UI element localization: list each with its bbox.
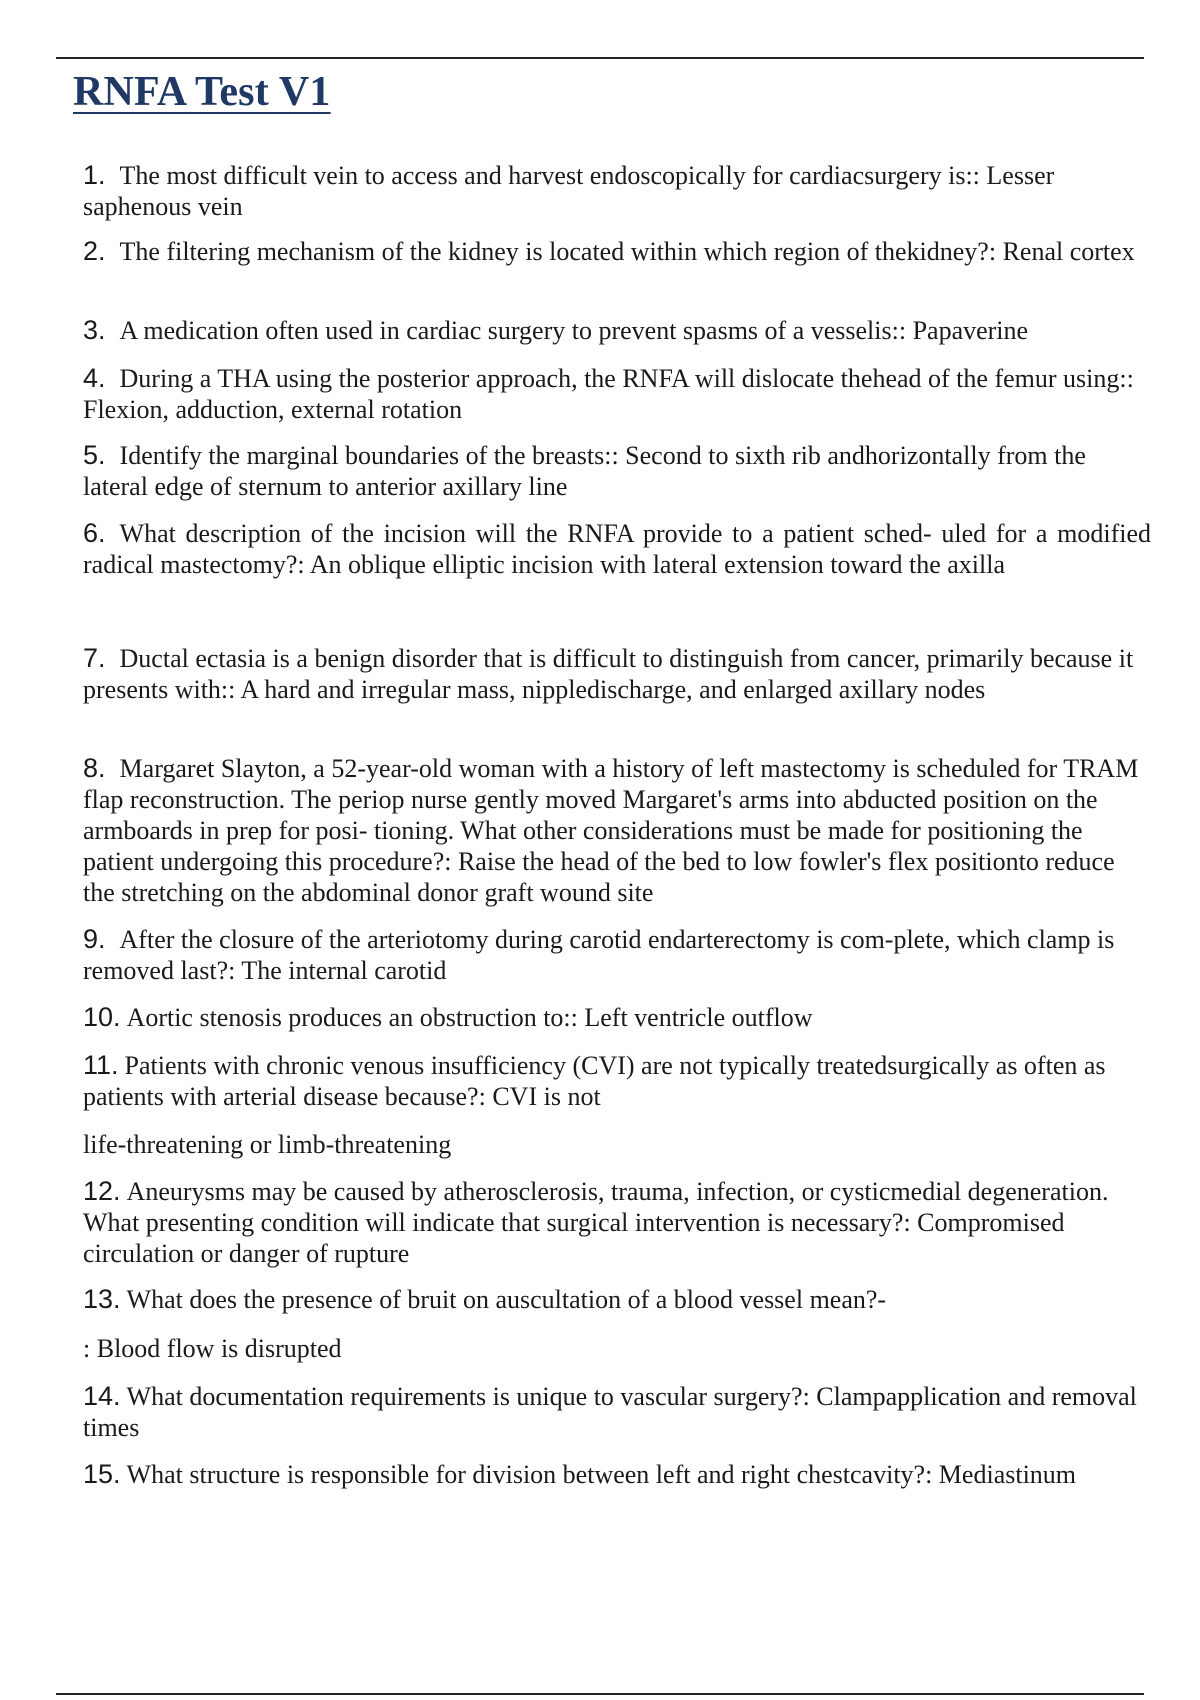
question-text: The most difficult vein to access and harvest endoscopically for cardiacsurgery is:: Lesser saphenous vein: [83, 161, 1055, 221]
question-text: : Blood flow is disrupted: [83, 1334, 342, 1363]
question-number: 11.: [83, 1050, 119, 1080]
question-text: Aneurysms may be caused by atherosclerosis, trauma, infection, or cysticmedial degeneration. What presenting condition will indicate that surgical intervention is necessary?: Compromised circulation or danger of rupture: [83, 1177, 1109, 1268]
question-number: 15.: [83, 1459, 121, 1489]
question-number: 7.: [83, 643, 106, 673]
question-11-continuation: [83, 1129, 1151, 1160]
page-title: RNFA Test V1: [73, 69, 331, 115]
question-1: [83, 160, 1151, 222]
question-text: Margaret Slayton, a 52-year-old woman with a history of left mastectomy is scheduled for TRAM flap reconstruction. The periop nurse gently moved Margaret's arms into abducted position on the armboards in prep for posi- tioning. What other considerations must be made for positioning the patient undergoing this procedure?: Raise the head of the bed to low fowler's flex positionto reduce the stretching on the abdominal donor graft wound site: [83, 754, 1139, 907]
question-13: [83, 1284, 1151, 1315]
question-text: Patients with chronic venous insufficiency (CVI) are not typically treatedsurgically as often as patients with arterial disease because?: CVI is not: [83, 1051, 1106, 1111]
question-7: [83, 643, 1151, 705]
question-text: Ductal ectasia is a benign disorder that is difficult to distinguish from cancer, primarily because it presents with:: A hard and irregular mass, nippledischarge, and enlarged axillary nodes: [83, 644, 1134, 704]
question-number: 9.: [83, 924, 106, 954]
question-number: 10.: [83, 1002, 121, 1032]
question-text: Aortic stenosis produces an obstruction to:: Left ventricle outflow: [126, 1003, 813, 1032]
question-5: [83, 440, 1151, 502]
question-3: [83, 315, 1151, 346]
question-number: 5.: [83, 440, 106, 470]
top-rule: [56, 57, 1144, 59]
question-text: life-threatening or limb-threatening: [83, 1130, 452, 1159]
question-6: [83, 518, 1151, 580]
question-text: The filtering mechanism of the kidney is located within which region of thekidney?: Renal cortex: [119, 237, 1135, 266]
question-text: During a THA using the posterior approach, the RNFA will dislocate thehead of the femur using:: Flexion, adduction, external rotation: [83, 364, 1134, 424]
question-text: Identify the marginal boundaries of the breasts:: Second to sixth rib andhorizontally from the lateral edge of sternum to anterior axillary line: [83, 441, 1086, 501]
question-text: What documentation requirements is unique to vascular surgery?: Clampapplication and removal times: [83, 1382, 1137, 1442]
question-text: A medication often used in cardiac surgery to prevent spasms of a vesselis:: Papaverine: [119, 316, 1029, 345]
question-15: [83, 1459, 1151, 1490]
question-number: 13.: [83, 1284, 121, 1314]
question-number: 6.: [83, 518, 106, 548]
question-8: [83, 753, 1151, 908]
question-4: [83, 363, 1151, 425]
question-text: What description of the incision will the RNFA provide to a patient sched- uled for a modified radical mastectomy?: An oblique elliptic incision with lateral extension toward the axilla: [83, 519, 1151, 579]
question-2: [83, 236, 1151, 267]
question-number: 2.: [83, 236, 106, 266]
question-text: What does the presence of bruit on auscultation of a blood vessel mean?-: [126, 1285, 887, 1314]
question-number: 12.: [83, 1176, 121, 1206]
question-10: [83, 1002, 1151, 1033]
question-number: 14.: [83, 1381, 121, 1411]
question-12: [83, 1176, 1151, 1269]
question-9: [83, 924, 1151, 986]
question-number: 8.: [83, 753, 106, 783]
question-14: [83, 1381, 1151, 1443]
question-text: After the closure of the arteriotomy during carotid endarterectomy is com-plete, which clamp is removed last?: The internal carotid: [83, 925, 1115, 985]
question-number: 3.: [83, 315, 106, 345]
question-13-continuation: [83, 1333, 1151, 1364]
question-11: [83, 1050, 1151, 1112]
question-text: What structure is responsible for division between left and right chestcavity?: Mediastinum: [126, 1460, 1077, 1489]
question-number: 1.: [83, 160, 106, 190]
question-number: 4.: [83, 363, 106, 393]
bottom-rule: [56, 1693, 1144, 1695]
